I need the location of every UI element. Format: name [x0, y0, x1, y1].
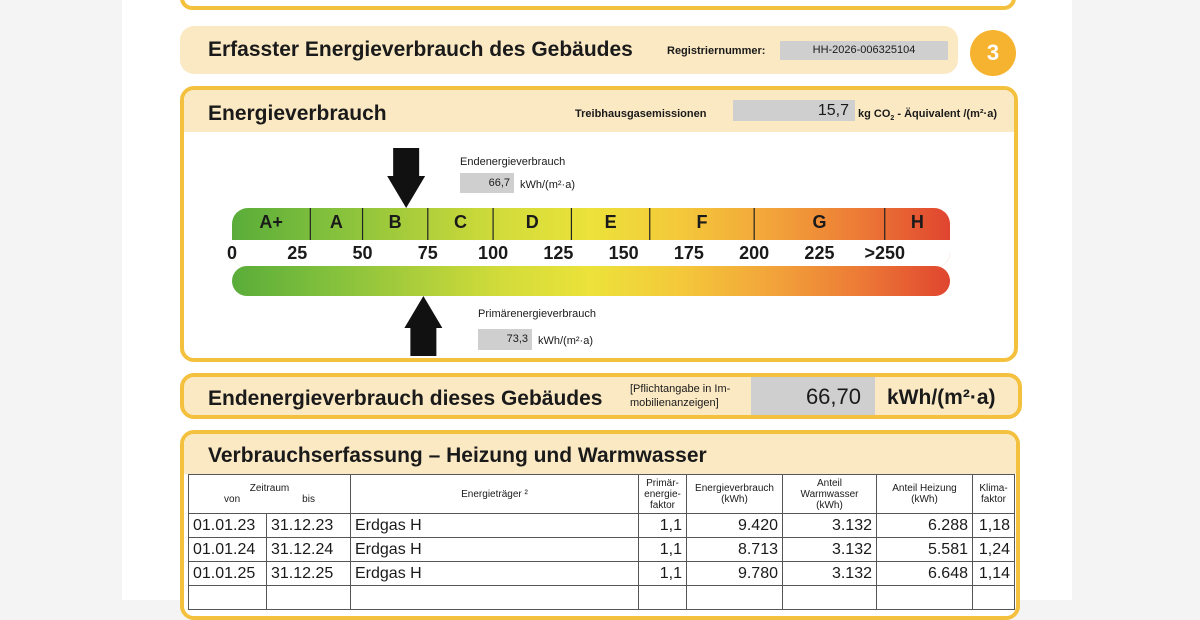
- cell-heating: 6.288: [877, 514, 973, 538]
- registration-label: Registriernummer:: [667, 45, 766, 57]
- class-label: A+: [259, 212, 283, 232]
- cell-empty: [687, 586, 783, 610]
- cell-consumption: 8.713: [687, 538, 783, 562]
- consumption-header-cell: Energieverbrauch (kWh): [687, 475, 783, 514]
- cell-consumption: 9.780: [687, 562, 783, 586]
- consumption-header: [184, 434, 1016, 474]
- building-final-energy-panel: [180, 373, 1022, 419]
- ghg-unit: kg $CO_2$ - Äquivalent /(m²·a): [858, 108, 997, 123]
- cell-from: 01.01.25: [189, 562, 267, 586]
- primary-energy-value: 73,3: [478, 329, 532, 350]
- class-label: D: [525, 212, 539, 232]
- cell-warm-water: 3.132: [783, 538, 877, 562]
- cell-empty: [267, 586, 351, 610]
- tick-label: 25: [287, 243, 308, 263]
- cell-empty: [189, 586, 267, 610]
- cell-consumption: 9.420: [687, 514, 783, 538]
- energy-consumption-panel: [180, 86, 1018, 362]
- class-label: F: [696, 212, 708, 232]
- class-label: G: [812, 212, 827, 232]
- cell-warm-water: 3.132: [783, 514, 877, 538]
- mandatory-note: [Pflichtangabe in Im- mobilienanzeigen]: [630, 383, 731, 409]
- energy-scale: [184, 90, 1014, 360]
- cell-climate: 1,24: [973, 538, 1015, 562]
- tick-label: 175: [673, 243, 704, 263]
- class-label: B: [388, 212, 402, 232]
- cell-factor: 1,1: [639, 514, 687, 538]
- tick-label: 100: [478, 243, 509, 263]
- primary-factor-header: Primär- energie- faktor: [639, 475, 687, 514]
- class-label: E: [604, 212, 617, 232]
- class-label: C: [453, 212, 467, 232]
- final-energy-unit: kWh/(m²·a): [520, 179, 575, 191]
- section-title: Erfasster Energieverbrauch des Gebäudes: [208, 38, 633, 61]
- cell-carrier: Erdgas H: [351, 538, 639, 562]
- consumption-record-panel: [180, 430, 1020, 620]
- cell-carrier: Erdgas H: [351, 514, 639, 538]
- registration-number: HH-2026-006325104: [780, 41, 948, 60]
- tick-label: 200: [739, 243, 770, 263]
- cell-empty: [351, 586, 639, 610]
- cell-empty: [877, 586, 973, 610]
- climate-factor-header: Klima- faktor: [973, 475, 1015, 514]
- carrier-header: Energieträger ²: [351, 475, 639, 514]
- cell-warm-water: 3.132: [783, 562, 877, 586]
- cell-heating: 6.648: [877, 562, 973, 586]
- tick-label: 75: [417, 243, 438, 263]
- period-header: Zeitraum von bis: [189, 475, 351, 514]
- consumption-table: [188, 474, 1015, 610]
- table-row: [189, 562, 1015, 586]
- cell-factor: 1,1: [639, 562, 687, 586]
- final-energy-total-unit: kWh/(m²·a): [887, 386, 996, 409]
- energy-title: Energieverbrauch: [208, 102, 387, 125]
- tick-label: 50: [352, 243, 373, 263]
- table-row: [189, 514, 1015, 538]
- final-energy-title: Endenergieverbrauch dieses Gebäudes: [208, 387, 603, 410]
- cell-factor: 1,1: [639, 538, 687, 562]
- primary-energy-arrow: [404, 296, 442, 356]
- tick-label: >250: [864, 243, 905, 263]
- class-label: H: [910, 212, 924, 232]
- cell-climate: 1,18: [973, 514, 1015, 538]
- ghg-value: 15,7: [733, 100, 855, 121]
- cell-to: 31.12.24: [267, 538, 351, 562]
- primary-energy-unit: kWh/(m²·a): [538, 335, 593, 347]
- class-label: A: [329, 212, 343, 232]
- cell-empty: [973, 586, 1015, 610]
- tick-label: 150: [608, 243, 639, 263]
- cell-climate: 1,14: [973, 562, 1015, 586]
- table-header-row: [189, 475, 1015, 514]
- tick-label: 0: [226, 243, 238, 263]
- consumption-title: Verbrauchserfassung – Heizung und Warmwasser: [208, 444, 707, 467]
- cell-to: 31.12.25: [267, 562, 351, 586]
- table-row: [189, 538, 1015, 562]
- cell-empty: [639, 586, 687, 610]
- cell-heating: 5.581: [877, 538, 973, 562]
- warm-water-header: Anteil Warmwasser (kWh): [783, 475, 877, 514]
- cell-to: 31.12.23: [267, 514, 351, 538]
- scale-tick-strip: [232, 240, 950, 268]
- cell-carrier: Erdgas H: [351, 562, 639, 586]
- primary-energy-label: Primärenergieverbrauch: [478, 308, 596, 320]
- final-energy-value: 66,7: [460, 173, 514, 193]
- cell-from: 01.01.23: [189, 514, 267, 538]
- previous-section-frame: [180, 0, 1016, 10]
- table-row: [189, 586, 1015, 610]
- tick-label: 225: [804, 243, 835, 263]
- cell-from: 01.01.24: [189, 538, 267, 562]
- cell-empty: [783, 586, 877, 610]
- section-header: [180, 26, 958, 74]
- page-number-badge: 3: [970, 30, 1016, 76]
- heating-header: Anteil Heizung (kWh): [877, 475, 973, 514]
- final-energy-label: Endenergieverbrauch: [460, 156, 566, 168]
- ghg-label: Treibhausgasemissionen: [575, 108, 707, 120]
- tick-label: 125: [543, 243, 574, 263]
- primary-color-band: [232, 266, 950, 296]
- final-energy-total: 66,70: [751, 377, 875, 417]
- final-energy-arrow: [387, 148, 425, 208]
